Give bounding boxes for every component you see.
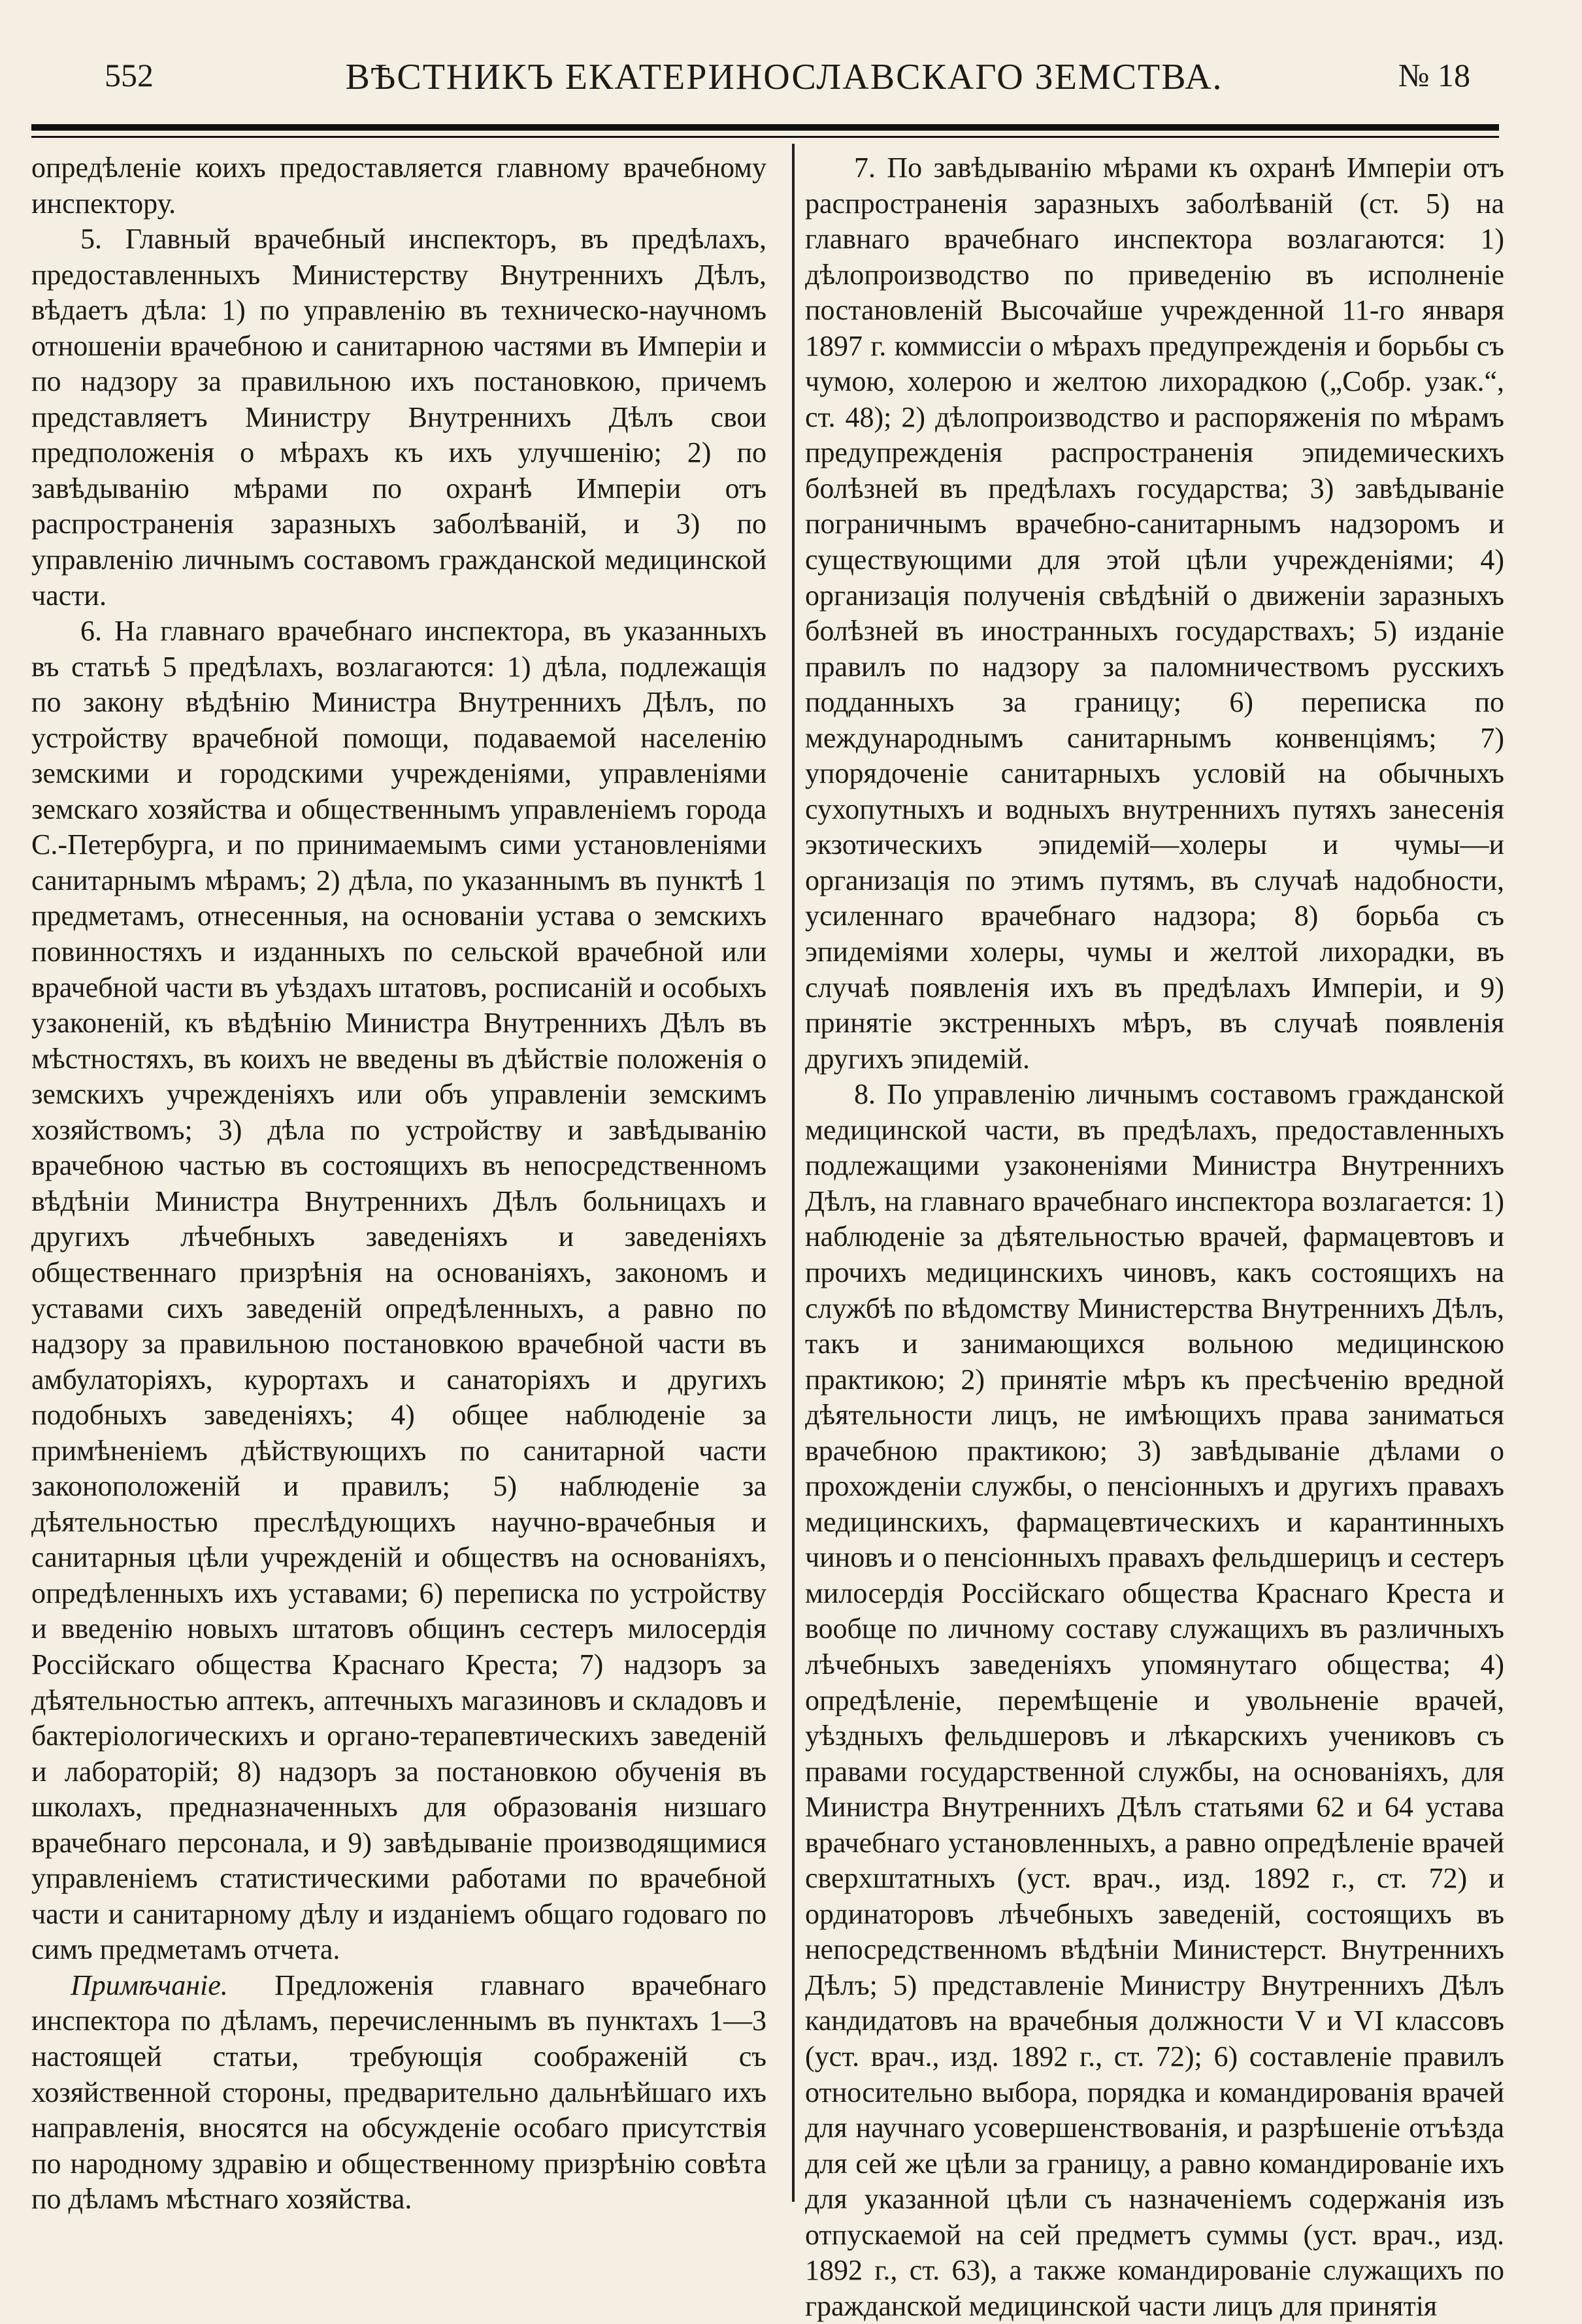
paragraph-8: 8. По управленію личнымъ составомъ гражданской медицинской части, въ предѣлахъ, предоставленныхъ подлежащими узаконеніями Министра Внутреннихъ Дѣлъ, на главнаго врачебнаго инспектора возлагается: 1) наблюденіе за дѣятельностью врачей, фармацевтовъ и прочихъ медицинскихъ чиновъ, какъ состоящихъ на службѣ по вѣдомству Министерства Внутреннихъ Дѣлъ, такъ и занимающихся вольною медицинскою практикою; 2) принятіе мѣръ къ пресѣченію вредной дѣятельности лицъ, не имѣющихъ права заниматься врачебною практикою; 3) завѣдываніе дѣлами о прохожденіи службы, о пенсіонныхъ и другихъ правахъ медицинскихъ, фармацевтическихъ и карантинныхъ чиновъ и о пенсіонныхъ правахъ фельдшерицъ и сестеръ милосердія Россійскаго общества Краснаго Креста и вообще по личному составу служащихъ въ различныхъ лѣчебныхъ заведеніяхъ упомянутаго общества; 4) опредѣленіе, перемѣщеніе и увольненіе врачей, уѣздныхъ фельдшеровъ и лѣкарскихъ учениковъ съ правами государственной службы, на основаніяхъ, для Министра Внутреннихъ Дѣлъ статьями 62 и 64 устава врачебнаго установленныхъ, а равно опредѣленіе врачей сверхштатныхъ (уст. врач., изд. 1892 г., ст. 72) и ординаторовъ лѣчебныхъ заведеній, состоящихъ въ непосредственномъ вѣдѣніи Министерст. Внутреннихъ Дѣлъ; 5) представленіе Министру Внутреннихъ Дѣлъ кандидатовъ на врачебныя должности V и VI классовъ (уст. врач., изд. 1892 г., ст. 72); 6) составленіе правилъ относительно выбора, порядка и командированія врачей для научнаго усовершенствованія, и разрѣшеніе отъѣзда для сей же цѣли за границу, а равно командированіе ихъ для указанной цѣли съ назначеніемъ содержанія изъ отпускаемой на сей предметъ суммы (уст. врач., изд. 1892 г., ст. 63), а также командированіе служащихъ по гражданской медицинской части лицъ для принятія <box>805 1078 1504 2322</box>
note-title: Примѣчаніе. <box>71 1969 228 2001</box>
page-number: 552 <box>105 57 154 93</box>
paragraph-7: 7. По завѣдыванію мѣрами къ охранѣ Имперіи отъ распространенія заразныхъ заболѣваній (ст. 5) на главнаго врачебнаго инспектора возлагаются: 1) дѣлопроизводство по приведенію въ исполненіе постановленій Высочайше учрежденной 11-го января 1897 г. коммиссіи о мѣрахъ предупрежденія и борьбы съ чумою, холерою и желтою лихорадкою („Собр. узак.“, ст. 48); 2) дѣлопроизводство и распоряженія по мѣрамъ предупрежденія распространенія эпидемическихъ болѣзней въ предѣлахъ государства; 3) завѣдываніе пограничнымъ врачебно-санитарнымъ надзоромъ и существующими для этой цѣли учрежденіями; 4) организація полученія свѣдѣній о движеніи заразныхъ болѣзней въ иностранныхъ государствахъ; 5) изданіе правилъ по надзору за паломничествомъ русскихъ подданныхъ за границу; 6) переписка по международнымъ санитарнымъ конвенціямъ; 7) упорядоченіе санитарныхъ условій на обычныхъ сухопутныхъ и водныхъ внутреннихъ путяхъ занесенія экзотическихъ эпидемій—холеры и чумы—и организація по этимъ путямъ, въ случаѣ надобности, усиленнаго врачебнаго надзора; 8) борьба съ эпидеміями холеры, чумы и желтой лихорадки, въ случаѣ появленія ихъ въ предѣлахъ Имперіи, и 9) принятіе экстренныхъ мѣръ, въ случаѣ появленія другихъ эпидемій. <box>805 152 1504 1075</box>
header-rule-thick <box>31 124 1499 131</box>
page-header <box>105 46 1470 118</box>
note-paragraph <box>31 1968 766 2218</box>
header-rule-thin <box>31 136 1499 138</box>
note-text: Предложенія главнаго врачебнаго инспектора по дѣламъ, перечисленнымъ въ пунктахъ 1—3 настоящей статьи, требующія соображеній съ хозяйственной стороны, предварительно дальнѣйшаго ихъ направленія, вносятся на обсужденіе особаго присутствія по народному здравію и общественному призрѣнію совѣта по дѣламъ мѣстнаго хозяйства. <box>31 1969 766 2216</box>
issue-number: № 18 <box>1398 57 1470 93</box>
paragraph-5: 5. Главный врачебный инспекторъ, въ предѣлахъ, предоставленныхъ Министерству Внутреннихъ Дѣлъ, вѣдаетъ дѣла: 1) по управленію въ техническо-научномъ отношеніи врачебною и санитарною частями въ Имперіи и по надзору за правильною ихъ постановкою, причемъ представляетъ Министру Внутреннихъ Дѣлъ свои предположенія о мѣрахъ къ ихъ улучшенію; 2) по завѣдыванію мѣрами по охранѣ Имперіи отъ распространенія заразныхъ заболѣваній, и 3) по управленію личнымъ составомъ гражданской медицинской части. <box>31 223 766 612</box>
right-column <box>805 150 1504 2322</box>
paragraph-6: 6. На главнаго врачебнаго инспектора, въ указанныхъ въ статьѣ 5 предѣлахъ, возлагаются: 1) дѣла, подлежащія по закону вѣдѣнію Министра Внутреннихъ Дѣлъ, по устройству врачебной помощи, подаваемой населенію земскими и городскими учрежденіями, управленіями земскаго хозяйства и общественнымъ управленіемъ города С.-Петербурга, и по принимаемымъ сими установленіями санитарнымъ мѣрамъ; 2) дѣла, по указаннымъ въ пунктѣ 1 предметамъ, отнесенныя, на основаніи устава о земскихъ повинностяхъ и изданныхъ по сельской врачебной или врачебной части въ уѣздахъ штатовъ, росписаній и особыхъ узаконеній, къ вѣдѣнію Министра Внутреннихъ Дѣлъ въ мѣстностяхъ, въ коихъ не введены въ дѣйствіе положенія о земскихъ учрежденіяхъ или объ управленіи земскимъ хозяйствомъ; 3) дѣла по устройству и завѣдыванію врачебною частью въ состоящихъ въ непосредственномъ вѣдѣніи Министра Внутреннихъ Дѣлъ больницахъ и другихъ лѣчебныхъ заведеніяхъ и заведеніяхъ общественнаго призрѣнія на основаніяхъ, закономъ и уставами сихъ заведеній опредѣленныхъ, а равно по надзору за правильною постановкою врачебной части въ амбулаторіяхъ, курортахъ и санаторіяхъ и другихъ подобныхъ заведеніяхъ; 4) общее наблюденіе за примѣненіемъ дѣйствующихъ по санитарной части законоположеній и правилъ; 5) наблюденіе за дѣятельностью преслѣдующихъ научно-врачебныя и санитарныя цѣли учрежденій и обществъ на основаніяхъ, опредѣленныхъ ихъ уставами; 6) переписка по устройству и введенію новыхъ штатовъ общинъ сестеръ милосердія Россійскаго общества Краснаго Креста; 7) надзоръ за дѣятельностью аптекъ, аптечныхъ магазиновъ и складовъ и бактеріологическихъ и органо-терапевтическихъ заведеній и лабораторій; 8) надзоръ за постановкою обученія въ школахъ, предназначенныхъ для образованія низшаго врачебнаго персонала, и 9) завѣдываніе производящимися управленіемъ статистическими работами по врачебной части и санитарному дѣлу и изданіемъ общаго годоваго по симъ предметамъ отчета. <box>31 615 766 1966</box>
column-divider <box>792 144 795 2202</box>
paragraph-fragment: опредѣленіе коихъ предоставляется главному врачебному инспектору. <box>31 152 766 220</box>
left-column <box>31 150 766 2215</box>
journal-title: ВѢСТНИКЪ ЕКАТЕРИНОСЛАВСКАГО ЗЕМСТВА. <box>345 57 1223 97</box>
